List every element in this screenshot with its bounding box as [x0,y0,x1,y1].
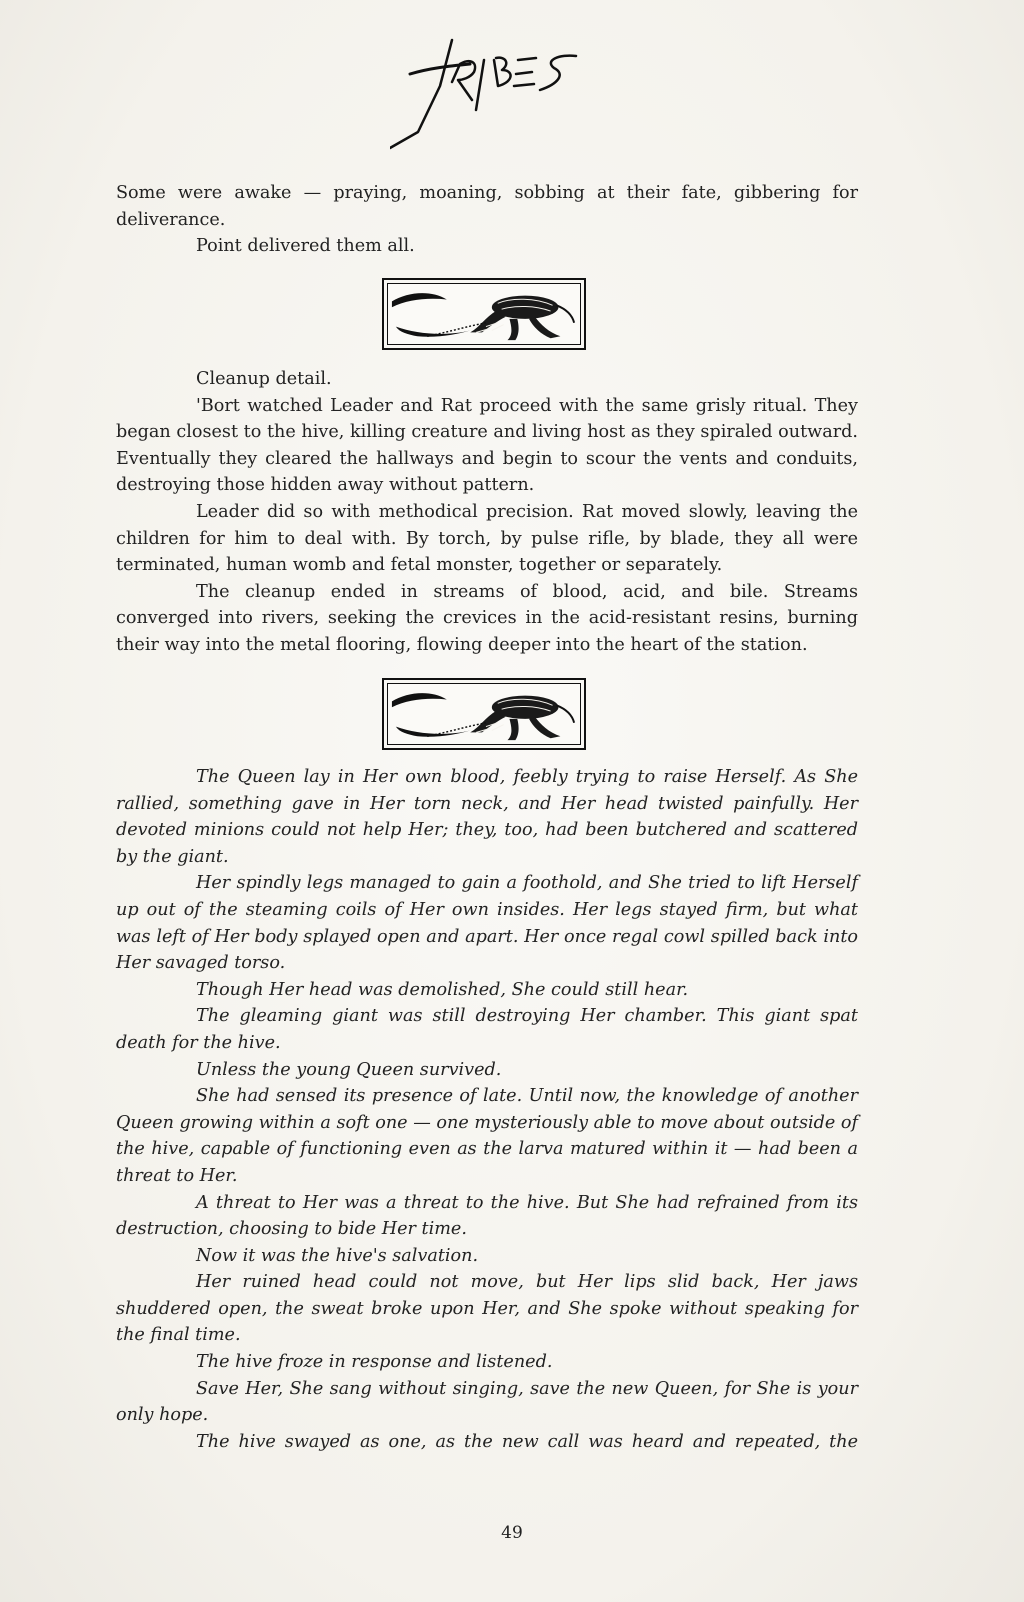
paragraph: Save Her, She sang without singing, save the new Queen, for She is your only hope. [116,1378,858,1426]
tribes-logo-graphic [390,38,580,150]
paragraph: Now it was the hive's salvation. [196,1245,479,1266]
alien-illustration [388,284,580,344]
paragraph: The gleaming giant was still destroying Her chamber. This giant spat death for the hive. [116,1006,858,1053]
paragraph: The cleanup ended in streams of blood, acid, and bile. Streams converged into rivers, seeking the crevices in the acid-resistant resins, burning their way into the metal flooring, flowing deeper into the heart of the station. [116,581,858,655]
paragraph: Her spindly legs managed to gain a foothold, and She tried to lift Herself up out of the steaming coils of Her own insides. Her legs stayed firm, but what was left of Her body splayed open and apart. Her once regal cowl spilled back into Her savaged torso. [116,873,858,974]
alien-divider-ornament [382,678,586,750]
paragraph: The hive swayed as one, as the new call was heard and repeated, the [196,1431,858,1452]
paragraph: Point delivered them all. [196,236,415,257]
section-3 [116,764,858,1455]
paragraph: The Queen lay in Her own blood, feebly trying to raise Herself. As She rallied, something gave in Her torn neck, and Her head twisted painfully. Her devoted minions could not help Her; they, too, had been butchered and scattered by the giant. [116,767,858,867]
paragraph: Unless the young Queen survived. [196,1059,502,1080]
paragraph: Some were awake — praying, moaning, sobbing at their fate, gibbering for deliverance. [116,183,858,230]
section-2 [116,366,858,659]
paragraph: She had sensed its presence of late. Until now, the knowledge of another Queen growing within a soft one — one mysteriously able to move about outside of the hive, capable of functioning even as the larva matured within it — had been a threat to Her. [116,1086,858,1186]
paragraph: Cleanup detail. [196,369,332,389]
paragraph: The hive froze in response and listened. [196,1352,553,1373]
paragraph: Leader did so with methodical precision. Rat moved slowly, leaving the children for him to deal with. By torch, by pulse rifle, by blade, they all were terminated, human womb and fetal monster, together or separately. [116,501,858,576]
tribes-logo [390,38,580,150]
alien-divider-ornament [382,278,586,350]
paragraph: Her ruined head could not move, but Her lips slid back, Her jaws shuddered open, the sweat broke upon Her, and She spoke without speaking for the final time. [116,1272,858,1346]
paragraph: A threat to Her was a threat to the hive. But She had refrained from its destruction, choosing to bide Her time. [116,1192,858,1240]
section-1 [116,180,858,260]
paragraph: 'Bort watched Leader and Rat proceed with the same grisly ritual. They began closest to the hive, killing creature and living host as they spiraled outward. Eventually they cleared the hallways and begin to scour the vents and conduits, destroying those hidden away without pattern. [116,395,858,496]
page-number: 49 [501,1523,523,1543]
paragraph: Though Her head was demolished, She could still hear. [196,979,689,1000]
alien-illustration [388,684,580,744]
